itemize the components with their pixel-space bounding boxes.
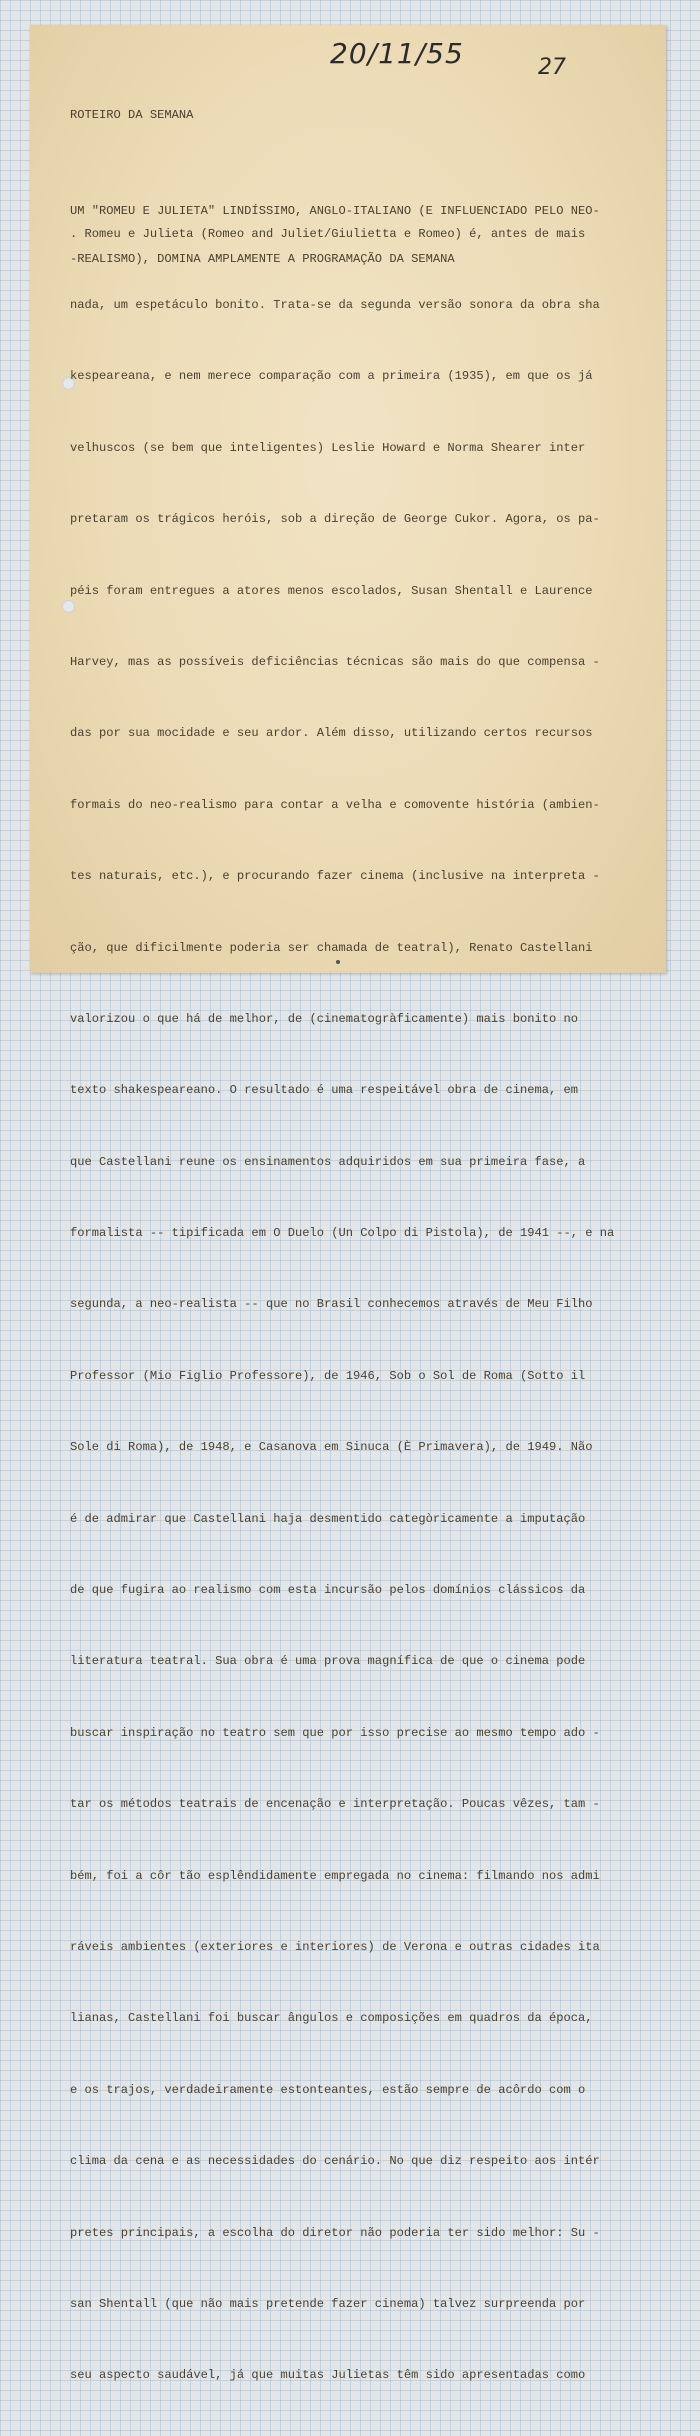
body-line: péis foram entregues a atores menos escolados, Susan Shentall e Laurence	[70, 583, 593, 598]
body-line: pretes principais, a escolha do diretor não poderia ter sido melhor: Su -	[70, 2225, 600, 2240]
body-line: ção, que dificilmente poderia ser chamada de teatral), Renato Castellani	[70, 940, 593, 955]
handwritten-page-number: 27	[538, 55, 566, 80]
body-line: Sole di Roma), de 1948, e Casanova em Sinuca (È Primavera), de 1949. Não	[70, 1440, 593, 1455]
body-line: tar os métodos teatrais de encenação e interpretação. Poucas vêzes, tam -	[70, 1797, 600, 1812]
headline-line: -REALISMO), DOMINA AMPLAMENTE A PROGRAMAÇÃO DA SEMANA	[70, 252, 455, 266]
body-line: e os trajos, verdadeiramente estonteantes, estão sempre de acôrdo com o	[70, 2082, 586, 2097]
body-line: é de admirar que Castellani haja desmentido categòricamente a imputação	[70, 1511, 586, 1526]
body-line: ráveis ambientes (exteriores e interiores) de Verona e outras cidades ita	[70, 1939, 600, 1954]
body-line: velhuscos (se bem que inteligentes) Leslie Howard e Norma Shearer inter	[70, 440, 586, 455]
body-line: das por sua mocidade e seu ardor. Além disso, utilizando certos recursos	[70, 726, 593, 741]
body-line: clima da cena e as necessidades do cenário. No que diz respeito aos intér	[70, 2154, 600, 2169]
body-line: valorizou o que há de melhor, de (cinematogràficamente) mais bonito no	[70, 1011, 579, 1026]
body-line: buscar inspiração no teatro sem que por isso precise ao mesmo tempo ado -	[70, 1725, 600, 1740]
body-line: san Shentall (que não mais pretende fazer cinema) talvez surpreenda por	[70, 2296, 586, 2311]
body-line: bém, foi a côr tão esplêndidamente empregada no cinema: filmando nos admi	[70, 1868, 600, 1883]
handwritten-date: 20/11/55	[330, 37, 464, 70]
section-title: ROTEIRO DA SEMANA	[70, 108, 194, 122]
body-line: tes naturais, etc.), e procurando fazer cinema (inclusive na interpreta -	[70, 869, 600, 884]
body-line: formais do neo-realismo para contar a velha e comovente história (ambien-	[70, 797, 600, 812]
body-line: Harvey, mas as possíveis deficiências técnicas são mais do que compensa -	[70, 654, 600, 669]
body-line: pretaram os trágicos heróis, sob a direção de George Cukor. Agora, os pa-	[70, 512, 600, 527]
body-line: literatura teatral. Sua obra é uma prova magnífica de que o cinema pode	[70, 1654, 586, 1669]
body-line: lianas, Castellani foi buscar ângulos e composições em quadros da época,	[70, 2011, 593, 2026]
ink-dot	[336, 960, 340, 964]
body-line: formalista -- tipificada em O Duelo (Un Colpo di Pistola), de 1941 --, e na	[70, 1226, 615, 1241]
body-line: que Castellani reune os ensinamentos adquiridos em sua primeira fase, a	[70, 1154, 586, 1169]
body-line: seu aspecto saudável, já que muitas Julietas têm sido apresentadas como	[70, 2368, 586, 2383]
review-body	[70, 175, 636, 2436]
body-line: de que fugira ao realismo com esta incursão pelos domínios clássicos da	[70, 1583, 586, 1598]
body-line: Professor (Mio Figlio Professore), de 1946, Sob o Sol de Roma (Sotto il	[70, 1368, 586, 1383]
body-line: . Romeu e Julieta (Romeo and Juliet/Giulietta e Romeo) é, antes de mais	[70, 226, 586, 241]
body-line: kespeareana, e nem merece comparação com a primeira (1935), em que os já	[70, 369, 593, 384]
headline-line: UM "ROMEU E JULIETA" LINDÍSSIMO, ANGLO-ITALIANO (E INFLUENCIADO PELO NEO-	[70, 204, 600, 218]
heading-spacer	[70, 155, 636, 171]
body-line: texto shakespeareano. O resultado é uma respeitável obra de cinema, em	[70, 1083, 579, 1098]
body-line: segunda, a neo-realista -- que no Brasil conhecemos através de Meu Filho	[70, 1297, 593, 1312]
body-line: nada, um espetáculo bonito. Trata-se da segunda versão sonora da obra sha	[70, 297, 600, 312]
typed-document-page	[30, 25, 666, 2383]
